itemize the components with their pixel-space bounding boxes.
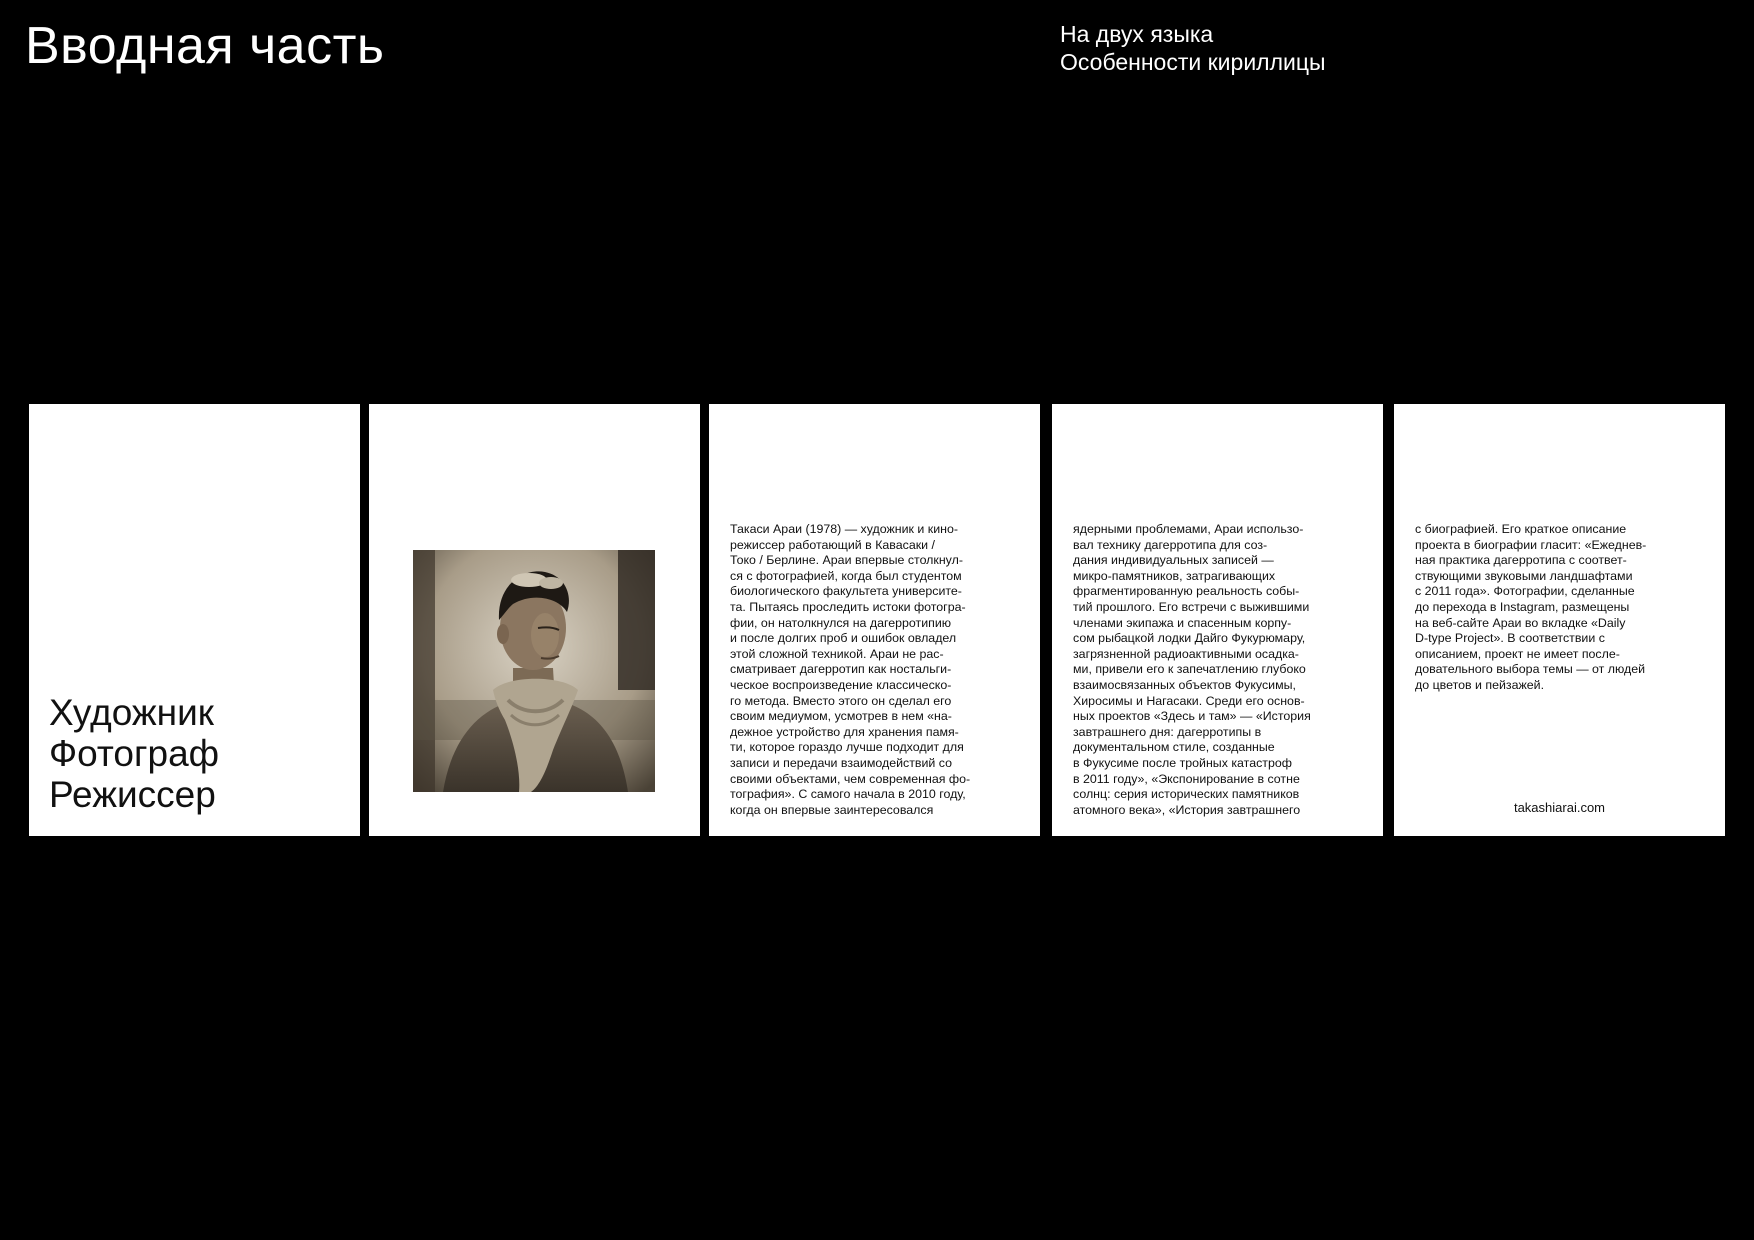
text-line: довательного выбора темы — от людей (1415, 662, 1646, 677)
website-link[interactable]: takashiarai.com (1513, 800, 1606, 815)
text-line: в 2011 году», «Экспонирование в сотне (1073, 771, 1300, 786)
text-line: на веб-сайте Араи во вкладке «Daily (1415, 615, 1626, 630)
text-line: ми, привели его к запечатлению глубоко (1073, 662, 1306, 677)
text-line: этой сложной техникой. Араи не рас- (730, 646, 944, 661)
page-title: Вводная часть (25, 17, 385, 75)
subtitle-line-1: На двух языка (1060, 21, 1214, 47)
subtitle-line-2: Особенности кириллицы (1060, 49, 1326, 75)
text-line: в Фукусиме после тройных катастроф (1073, 755, 1292, 770)
roles-list (49, 692, 219, 815)
text-line: атомного века», «История завтрашнего (1073, 802, 1301, 817)
body-text-2 (1073, 522, 1365, 818)
text-line: биологического факультета университе- (730, 584, 962, 599)
text-line: описанием, проект не имеет после- (1415, 646, 1620, 661)
text-line: своим медиумом, усмотрев в нем «на- (730, 709, 952, 724)
spread-page-roles (29, 404, 360, 836)
text-line: режиссер работающий в Кавасаки / (730, 537, 935, 552)
role-photographer: Фотограф (49, 733, 220, 774)
portrait-photo (413, 550, 655, 792)
text-line: загрязненной радиоактивными осадка- (1073, 646, 1299, 661)
spread-page-photo (369, 404, 700, 836)
text-line: вал технику дагерротипа для соз- (1073, 537, 1268, 552)
text-line: документальном стиле, созданные (1073, 740, 1275, 755)
text-line: Хиросимы и Нагасаки. Среди его основ- (1073, 693, 1305, 708)
text-line: тография». С самого начала в 2010 году, (730, 787, 966, 802)
text-line: D-type Project». В соответствии с (1415, 631, 1605, 646)
text-line: завтрашнего дня: дагерротипы в (1073, 724, 1262, 739)
text-line: до перехода в Instagram, размещены (1415, 599, 1630, 614)
text-line: проекта в биографии гласит: «Ежеднев- (1415, 537, 1647, 552)
text-line: ядерными проблемами, Араи использо- (1073, 522, 1304, 536)
text-line: и после долгих проб и ошибок овладел (730, 631, 957, 646)
body-text-3 (1415, 522, 1707, 694)
text-line: фии, он натолкнулся на дагерротипию (730, 615, 952, 630)
text-line: с биографией. Его краткое описание (1415, 522, 1627, 536)
text-line: своими объектами, чем современная фо- (730, 771, 971, 786)
text-line: когда он впервые заинтересовался (730, 802, 934, 817)
text-line: го метода. Вместо этого он сделал его (730, 693, 952, 708)
spread-page-text-1 (709, 404, 1040, 836)
text-line: микро-памятников, затрагивающих (1073, 568, 1276, 583)
text-line: ных проектов «Здесь и там» — «История (1073, 709, 1311, 724)
text-line: фрагментированную реальность собы- (1073, 584, 1300, 599)
text-line: ствующими звуковыми ландшафтами (1415, 568, 1633, 583)
role-artist: Художник (49, 692, 214, 733)
text-line: Такаси Араи (1978) — художник и кино- (730, 522, 958, 536)
role-director: Режиссер (49, 774, 216, 815)
text-line: ческое воспроизведение классическо- (730, 677, 952, 692)
spread-page-text-2 (1052, 404, 1383, 836)
text-line: тий прошлого. Его встречи с выжившими (1073, 599, 1310, 614)
text-line: дежное устройство для хранения памя- (730, 724, 959, 739)
spread-page-text-3 (1394, 404, 1725, 836)
subtitle-block (1060, 20, 1326, 76)
text-line: ная практика дагерротипа с соответ- (1415, 553, 1627, 568)
text-line: ся с фотографией, когда был студентом (730, 568, 962, 583)
body-text-1 (730, 522, 1022, 818)
text-line: до цветов и пейзажей. (1415, 677, 1545, 692)
text-line: солнц: серия исторических памятников (1073, 787, 1300, 802)
text-line: членами экипажа и спасенным корпу- (1073, 615, 1292, 630)
text-line: сматривает дагерротип как ностальги- (730, 662, 952, 677)
text-line: Токо / Берлине. Араи впервые столкнул- (730, 553, 963, 568)
text-line: записи и передачи взаимодействий со (730, 755, 952, 770)
text-line: сом рыбацкой лодки Дайго Фукурюмару, (1073, 631, 1306, 646)
text-line: с 2011 года». Фотографии, сделанные (1415, 584, 1635, 599)
text-line: взаимосвязанных объектов Фукусимы, (1073, 677, 1296, 692)
text-line: та. Пытаясь проследить истоки фотогра- (730, 599, 966, 614)
text-line: дания индивидуальных записей — (1073, 553, 1274, 568)
text-line: ти, которое гораздо лучше подходит для (730, 740, 964, 755)
